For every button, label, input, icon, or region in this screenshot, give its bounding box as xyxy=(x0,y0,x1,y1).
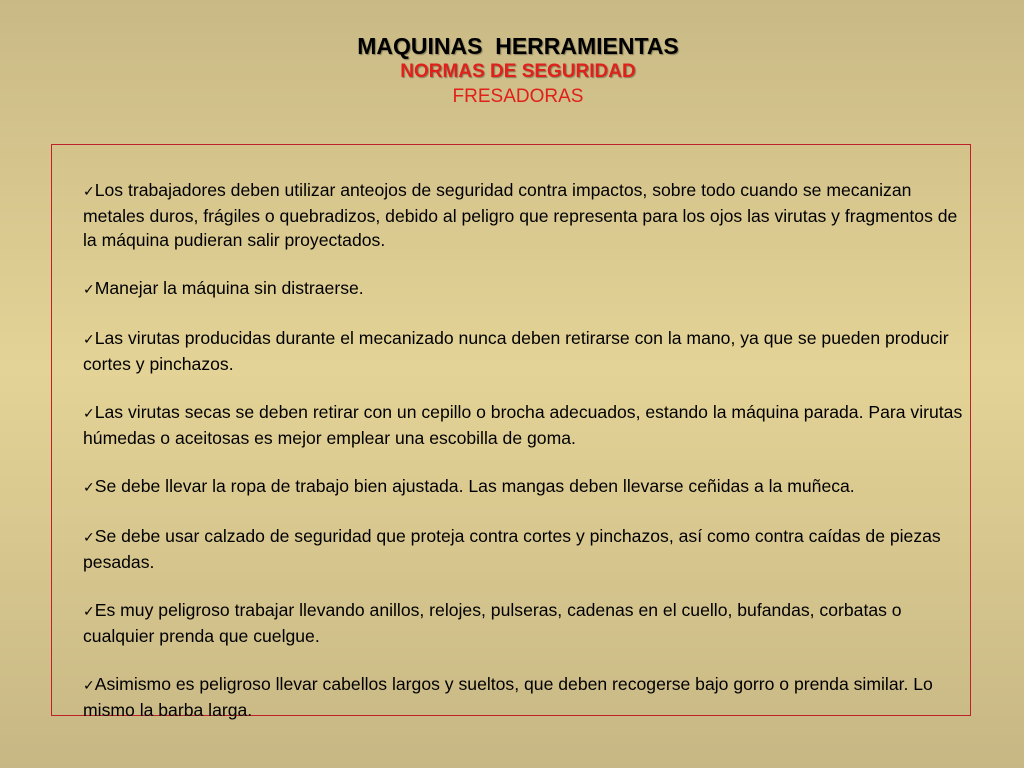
list-item xyxy=(83,524,967,574)
page-subtitle: NORMAS DE SEGURIDAD xyxy=(400,61,636,82)
safety-rules-box xyxy=(51,144,971,720)
check-icon: ✓ xyxy=(83,406,95,422)
rule-text: Manejar la máquina sin distraerse. xyxy=(94,278,364,298)
check-icon: ✓ xyxy=(83,678,95,694)
list-item xyxy=(83,178,967,252)
rule-text: Asimismo es peligroso llevar cabellos largos y sueltos, que deben recogerse bajo gorro o prenda similar. Lo mismo la barba larga. xyxy=(83,674,933,720)
rule-text: Las virutas secas se deben retirar con un cepillo o brocha adecuados, estando la máquina parada. Para virutas húmedas o aceitosas es mejor emplear una escobilla de goma. xyxy=(83,402,963,448)
check-icon: ✓ xyxy=(83,604,95,620)
rule-text: Las virutas producidas durante el mecanizado nunca deben retirarse con la mano, ya que se pueden producir cortes y pinchazos. xyxy=(83,328,949,374)
list-item xyxy=(83,400,967,450)
list-item xyxy=(83,474,967,500)
section-title: FRESADORAS xyxy=(452,86,584,107)
slide-header xyxy=(0,33,1024,109)
rule-text: Es muy peligroso trabajar llevando anillos, relojes, pulseras, cadenas en el cuello, bufandas, corbatas o cualquier prenda que cuelgue. xyxy=(83,600,902,646)
rule-text: Los trabajadores deben utilizar anteojos de seguridad contra impactos, sobre todo cuando se mecanizan metales duros, frágiles o quebradizos, debido al peligro que representa para los ojos las virutas y fragmentos de la máquina pudieran salir proyectados. xyxy=(83,180,958,250)
list-item xyxy=(83,326,967,376)
page-title: MAQUINAS HERRAMIENTAS xyxy=(357,33,679,59)
check-icon: ✓ xyxy=(83,480,95,496)
check-icon: ✓ xyxy=(83,184,95,200)
check-icon: ✓ xyxy=(83,530,95,546)
check-icon: ✓ xyxy=(83,282,95,298)
safety-rules-list xyxy=(83,178,967,746)
list-item xyxy=(83,598,967,648)
rule-text: Se debe usar calzado de seguridad que proteja contra cortes y pinchazos, así como contra caídas de piezas pesadas. xyxy=(83,526,941,572)
check-icon: ✓ xyxy=(83,332,95,348)
rule-text: Se debe llevar la ropa de trabajo bien ajustada. Las mangas deben llevarse ceñidas a la muñeca. xyxy=(94,476,855,496)
list-item xyxy=(83,276,967,302)
list-item xyxy=(83,672,967,722)
